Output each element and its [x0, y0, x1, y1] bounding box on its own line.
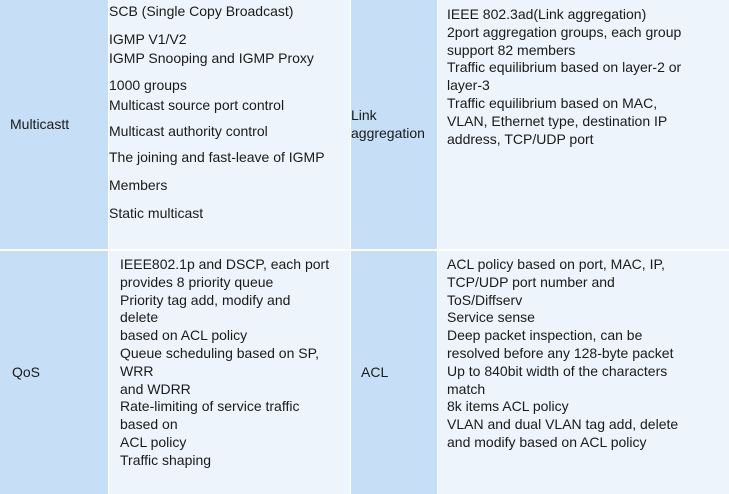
feature-line: and modify based on ACL policy — [447, 433, 647, 450]
row-label-text: QoS — [12, 363, 41, 380]
feature-line: Service sense — [447, 309, 535, 326]
column-divider — [108, 0, 109, 494]
row-value-multicast — [108, 0, 350, 249]
feature-line: TCP/UDP port number and — [447, 273, 615, 290]
row-label-text: ACL — [361, 363, 389, 380]
feature-line: based on ACL policy — [120, 327, 248, 344]
feature-line: IGMP Snooping and IGMP Proxy — [109, 50, 314, 66]
feature-line: ACL policy — [120, 433, 187, 450]
row-label-acl — [351, 251, 437, 494]
row-label-text: Link — [351, 106, 377, 123]
feature-line: IEEE 802.3ad(Link aggregation) — [447, 6, 647, 22]
feature-line: ACL policy based on port, MAC, IP, — [447, 256, 665, 272]
feature-line: Multicast authority control — [109, 123, 268, 139]
feature-line: Members — [109, 177, 168, 193]
row-value-link-aggregation — [437, 0, 729, 249]
feature-line: resolved before any 128-byte packet — [447, 344, 674, 361]
feature-line: support 82 members — [447, 41, 576, 58]
row-label-text: Multicastt — [10, 115, 70, 132]
feature-line: Traffic equilibrium based on MAC, — [447, 94, 658, 111]
feature-line: IEEE802.1p and DSCP, each port — [120, 256, 330, 272]
feature-line: Priority tag add, modify and — [120, 291, 291, 308]
row-label-multicast — [0, 0, 108, 249]
row-divider — [0, 249, 729, 251]
feature-line: SCB (Single Copy Broadcast) — [109, 3, 294, 19]
row-label-text: aggregation — [351, 124, 425, 141]
feature-line: provides 8 priority queue — [120, 273, 274, 290]
feature-line: delete — [120, 309, 159, 326]
feature-line: 1000 groups — [109, 77, 187, 93]
feature-line: WRR — [120, 362, 154, 379]
feature-line: address, TCP/UDP port — [447, 130, 594, 147]
row-label-link-aggregation — [351, 0, 437, 249]
feature-line: The joining and fast-leave of IGMP — [109, 149, 325, 165]
feature-line: 8k items ACL policy — [447, 398, 569, 415]
feature-line: Static multicast — [109, 205, 204, 221]
feature-line: IGMP V1/V2 — [109, 31, 187, 47]
feature-line: VLAN, Ethernet type, destination IP — [447, 112, 668, 129]
feature-line: 2port aggregation groups, each group — [447, 23, 682, 40]
feature-line: Up to 840bit width of the characters — [447, 362, 668, 379]
feature-line: layer-3 — [447, 77, 490, 94]
column-divider — [350, 0, 351, 494]
row-value-qos — [108, 251, 350, 494]
column-divider — [437, 0, 438, 494]
feature-line: VLAN and dual VLAN tag add, delete — [447, 416, 679, 433]
row-value-acl — [437, 251, 729, 494]
feature-line: based on — [120, 416, 178, 433]
feature-line: Deep packet inspection, can be — [447, 327, 643, 344]
feature-line: and WDRR — [120, 380, 191, 397]
feature-line: Rate-limiting of service traffic — [120, 398, 300, 415]
feature-line: Traffic shaping — [120, 451, 212, 468]
row-label-qos — [0, 251, 108, 494]
feature-line: ToS/Diffserv — [447, 291, 523, 308]
feature-line: Multicast source port control — [109, 97, 285, 113]
feature-line: Queue scheduling based on SP, — [120, 344, 320, 361]
feature-line: Traffic equilibrium based on layer-2 or — [447, 59, 682, 76]
feature-line: match — [447, 380, 486, 397]
